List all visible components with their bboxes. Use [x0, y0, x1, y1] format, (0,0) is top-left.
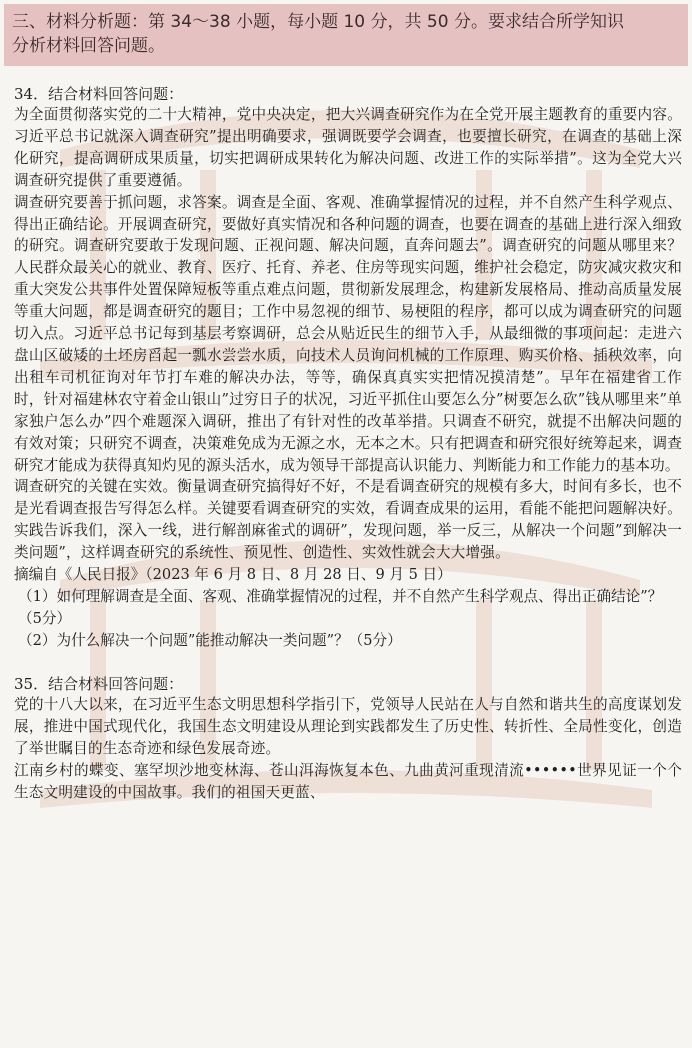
question-34-paragraph-2: 调查研究要善于抓问题，求答案。调查是全面、客观、准确掌握情况的过程，并不自然产生科学观点、得出正确结论。开展调查研究，要做好真实情况和各种问题的调查，也要在调查的基础上进行深入细致的研究。调查研究要敢于发现问题、正视问题、解决问题，直奔问题去”。调查研究的问题从哪里来？人民群众最关心的就业、教育、医疗、托育、养老、住房等现实问题，维护社会稳定，防灾减灾救灾和重大突发公共事件处置保障短板等重点难点问题，贯彻新发展理念，构建新发展格局、推动高质量发展等重大问题，都是调查研究的题目；工作中易忽视的细节、易梗阻的程序，都可以成为调查研究的问题切入点。习近平总书记每到基层考察调研，总会从贴近民生的细节入手，从最细微的事项问起：走进六盘山区破矮的土坯房舀起一瓢水尝尝水质，向技术人员询问机械的工作原理、购买价格、插秧效率，向出租车司机征询对年节打车难的解决办法，等等，确保真真实实把情况摸清楚”。早年在福建省工作时，针对福建林农守着金山银山”过穷日子的状况，习近平抓住山要怎么分”树要怎么砍”钱从哪里来”单家独户怎么办”四个难题深入调研，推出了有针对性的改革举措。只调查不研究，就提不出解决问题的有效对策；只研究不调查，决策难免成为无源之水，无本之木。只有把调查和研究很好统筹起来，调查研究才能成为获得真知灼见的源头活水，成为领导干部提高认识能力、判断能力和工作能力的基本功。	[14, 193, 682, 474]
question-content	[14, 84, 682, 804]
question-35-paragraph-2: 江南乡村的蝶变、塞罕坝沙地变林海、苍山洱海恢复本色、九曲黄河重现清流••••••世界见证一个个生态文明建设的中国故事。我们的祖国天更蓝、	[14, 761, 682, 801]
question-34-source: 摘编自《人民日报》（2023 年 6 月 8 日、8 月 28 日、9 月 5 日）	[14, 566, 452, 584]
question-34-title: 34．结合材料回答问题：	[14, 85, 184, 103]
section-header-line1: 三、材料分析题：第 34～38 小题，每小题 10 分，共 50 分。要求结合所学知识	[12, 12, 624, 32]
question-34-paragraph-3: 调查研究的关键在实效。衡量调查研究搞得好不好，不是看调查研究的规模有多大，时间有多长，也不是光看调查报告写得怎么样。关键要看调查研究的实效，看调查成果的运用，看能不能把问题解决好。实践告诉我们，深入一线，进行解剖麻雀式的调研”，发现问题，举一反三，从解决一个问题”到解决一类问题”，这样调查研究的系统性、预见性、创造性、实效性就会大大增强。	[14, 478, 682, 562]
question-35-paragraph-1: 党的十八大以来，在习近平生态文明思想科学指引下，党领导人民站在人与自然和谐共生的高度谋划发展，推进中国式现代化，我国生态文明建设从理论到实践都发生了历史性、转折性、全局性变化，创造了举世瞩目的生态奇迹和绿色发展奇迹。	[14, 696, 682, 757]
section-header	[4, 4, 688, 66]
question-35-title: 35．结合材料回答问题：	[14, 675, 184, 694]
question-34-paragraph-1: 为全面贯彻落实党的二十大精神，党中央决定，把大兴调查研究作为在全党开展主题教育的重要内容。习近平总书记就深入调查研究”提出明确要求，强调既要学会调查，也要擅长研究，在调查的基础上深化研究，提高调研成果质量，切实把调研成果转化为解决问题、改进工作的实际举措”。这为全党大兴调查研究提供了重要遵循。	[14, 106, 682, 189]
section-header-line2: 分析材料回答问题。	[12, 36, 165, 56]
question-gap	[14, 652, 682, 674]
question-34-sub-2: （2）为什么解决一个问题”能推动解决一类问题”？（5分）	[18, 632, 402, 650]
question-34-sub-1: （1）如何理解调查是全面、客观、准确掌握情况的过程，并不自然产生科学观点、得出正确结论”？（5分）	[18, 588, 663, 628]
